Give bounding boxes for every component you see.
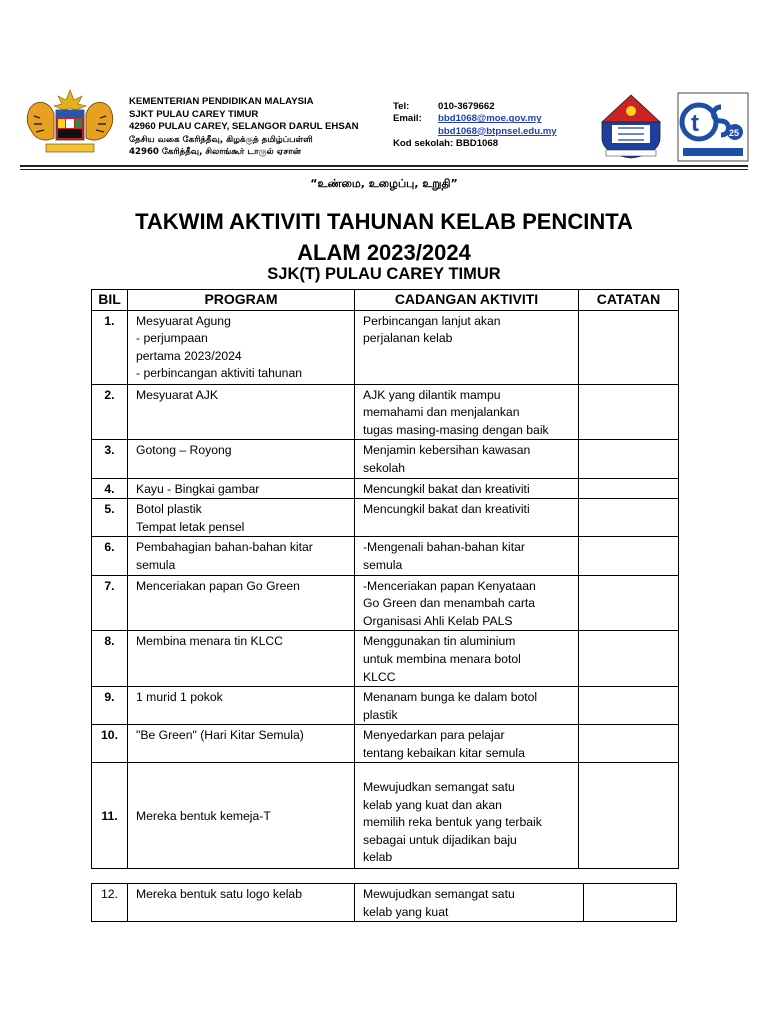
title-text: TAKWIM AKTIVITI TAHUNAN KELAB PENCINTA ALAM 2023/2024	[135, 209, 633, 265]
program-cell: Gotong – Royong	[128, 440, 355, 478]
school-logo-icon	[590, 92, 672, 162]
table-row	[92, 499, 679, 537]
school-name-tamil: தேசிய வகை கேரித்தீவு, கிழக்குத் தமிழ்ப்பள்ளி	[129, 134, 313, 145]
bil-cell: 6.	[92, 537, 128, 575]
catatan-cell	[579, 478, 679, 499]
table-row	[92, 478, 679, 499]
svg-text:25: 25	[729, 128, 740, 138]
school-name: SJKT PULAU CAREY TIMUR	[129, 108, 259, 120]
tel-row	[393, 101, 557, 113]
catatan-cell	[579, 499, 679, 537]
table-row	[92, 384, 679, 440]
letterhead	[0, 0, 768, 170]
bil-cell: 5.	[92, 499, 128, 537]
aktiviti-cell: Menyedarkan para pelajar tentang kebaikan kitar semula	[355, 725, 579, 763]
header-rule-thin	[20, 169, 748, 170]
column-header: PROGRAM	[128, 290, 355, 311]
catatan-cell	[579, 631, 679, 687]
bil-cell: 7.	[92, 575, 128, 631]
table-row	[92, 884, 677, 922]
catatan-cell	[579, 687, 679, 725]
program-cell: "Be Green" (Hari Kitar Semula)	[128, 725, 355, 763]
bil-cell: 8.	[92, 631, 128, 687]
table-row	[92, 575, 679, 631]
email-row-2	[393, 126, 557, 138]
catatan-cell	[579, 310, 679, 384]
program-cell: Mereka bentuk kemeja-T	[128, 763, 355, 869]
program-cell: Mereka bentuk satu logo kelab	[128, 884, 355, 922]
catatan-cell	[579, 725, 679, 763]
email-label: Email:	[393, 113, 422, 125]
activity-table-continued	[91, 883, 677, 922]
tel-value: 010-3679662	[438, 101, 495, 112]
catatan-cell	[579, 575, 679, 631]
program-cell: Membina menara tin KLCC	[128, 631, 355, 687]
catatan-cell	[584, 884, 677, 922]
ts25-logo-icon	[677, 92, 749, 162]
program-cell: Mesyuarat AJK	[128, 384, 355, 440]
aktiviti-cell: Mewujudkan semangat satu kelab yang kuat	[355, 884, 584, 922]
header-rule-thick	[20, 165, 748, 167]
table-body	[92, 310, 679, 869]
program-cell: Menceriakan papan Go Green	[128, 575, 355, 631]
contact-block	[393, 101, 557, 151]
catatan-cell	[579, 763, 679, 869]
school-address: 42960 PULAU CAREY, SELANGOR DARUL EHSAN	[129, 121, 359, 133]
column-header: BIL	[92, 290, 128, 311]
email-link-btpnsel[interactable]: bbd1068@btpnsel.edu.my	[438, 125, 557, 137]
tel-label: Tel:	[393, 101, 410, 112]
bil-cell: 1.	[92, 310, 128, 384]
school-motto: “உண்மை, உழைப்பு, உறுதி”	[310, 177, 458, 190]
table-row	[92, 310, 679, 384]
school-address-tamil: 42960 கேரித்தீவு, சிலாங்கூர் டாருல் ஏசான்	[129, 147, 302, 158]
bil-cell: 9.	[92, 687, 128, 725]
catatan-cell	[579, 384, 679, 440]
document-subtitle: SJK(T) PULAU CAREY TIMUR	[267, 265, 501, 283]
school-code: Kod sekolah: BBD1068	[393, 138, 499, 150]
bil-cell: 11.	[92, 763, 128, 869]
aktiviti-cell: Mencungkil bakat dan kreativiti	[355, 499, 579, 537]
document-title	[0, 206, 768, 268]
table-row	[92, 687, 679, 725]
catatan-cell	[579, 537, 679, 575]
malaysia-coat-of-arms-icon	[20, 88, 120, 160]
aktiviti-cell: Menjamin kebersihan kawasan sekolah	[355, 440, 579, 478]
column-header: CADANGAN AKTIVITI	[355, 290, 579, 311]
bil-cell: 12.	[92, 884, 128, 922]
program-cell: Kayu - Bingkai gambar	[128, 478, 355, 499]
column-header: CATATAN	[579, 290, 679, 311]
school-address-block	[129, 96, 359, 159]
aktiviti-cell: Perbincangan lanjut akan perjalanan kelab	[355, 310, 579, 384]
bil-cell: 4.	[92, 478, 128, 499]
activity-table	[91, 289, 679, 869]
bil-cell: 3.	[92, 440, 128, 478]
email-row	[393, 113, 557, 125]
table-row	[92, 763, 679, 869]
svg-text:t: t	[691, 110, 699, 137]
aktiviti-cell: -Mengenali bahan-bahan kitar semula	[355, 537, 579, 575]
program-cell: 1 murid 1 pokok	[128, 687, 355, 725]
ministry-name: KEMENTERIAN PENDIDIKAN MALAYSIA	[129, 96, 314, 107]
bil-cell: 10.	[92, 725, 128, 763]
program-cell: Mesyuarat Agung - perjumpaan pertama 2023/2024 - perbincangan aktiviti tahunan	[128, 310, 355, 384]
program-cell: Pembahagian bahan-bahan kitar semula	[128, 537, 355, 575]
email-link-moe[interactable]: bbd1068@moe.gov.my	[438, 113, 542, 125]
table-header-row	[92, 290, 679, 311]
aktiviti-cell: Mewujudkan semangat satu kelab yang kuat dan akan memilih reka bentuk yang terbaik sebagai untuk dijadikan baju kelab	[355, 763, 579, 869]
aktiviti-cell: AJK yang dilantik mampu memahami dan menjalankan tugas masing-masing dengan baik	[355, 384, 579, 440]
table-row	[92, 631, 679, 687]
bil-cell: 2.	[92, 384, 128, 440]
program-cell: Botol plastik Tempat letak pensel	[128, 499, 355, 537]
aktiviti-cell: Menggunakan tin aluminium untuk membina menara botol KLCC	[355, 631, 579, 687]
table-row	[92, 725, 679, 763]
table-row	[92, 537, 679, 575]
aktiviti-cell: Menanam bunga ke dalam botol plastik	[355, 687, 579, 725]
aktiviti-cell: -Menceriakan papan Kenyataan Go Green dan menambah carta Organisasi Ahli Kelab PALS	[355, 575, 579, 631]
aktiviti-cell: Mencungkil bakat dan kreativiti	[355, 478, 579, 499]
catatan-cell	[579, 440, 679, 478]
table-row	[92, 440, 679, 478]
